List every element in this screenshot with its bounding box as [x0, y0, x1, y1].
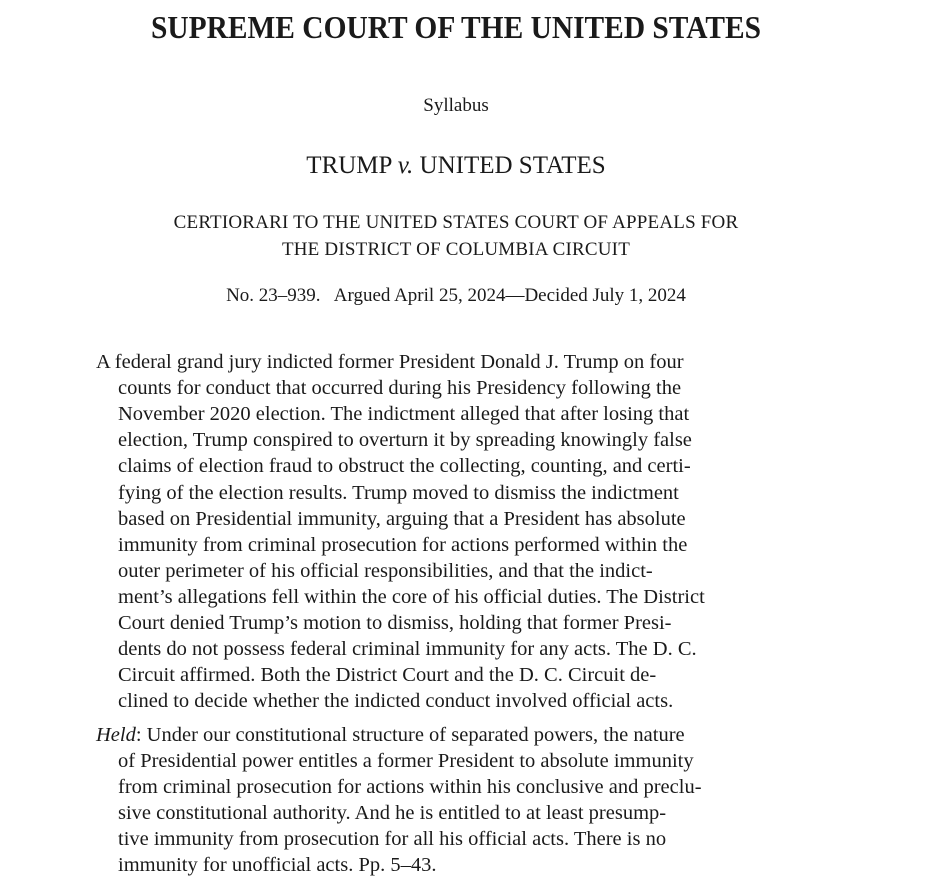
paragraph-1-line: counts for conduct that occurred during his Presidency following the [118, 377, 682, 399]
paragraph-1-line: dents do not possess federal criminal immunity for any acts. The D. C. [118, 638, 697, 660]
paragraph-1-line: ment’s allegations fell within the core of his official duties. The District [118, 586, 705, 608]
paragraph-1-line: clined to decide whether the indicted conduct involved official acts. [118, 690, 674, 712]
case-party-2: UNITED STATES [419, 152, 606, 179]
paragraph-1-line: Court denied Trump’s motion to dismiss, holding that former Presi- [118, 612, 672, 634]
paragraph-2-line: of Presidential power entitles a former President to absolute immunity [118, 750, 694, 772]
paragraph-1-line: election, Trump conspired to overturn it by spreading knowingly false [118, 429, 692, 451]
held-label: Held [96, 724, 136, 746]
court-title: SUPREME COURT OF THE UNITED STATES [151, 9, 761, 45]
docket-line: No. 23–939. Argued April 25, 2024—Decided July 1, 2024 [226, 285, 686, 306]
paragraph-2-line: immunity for unofficial acts. Pp. 5–43. [118, 854, 437, 876]
paragraph-1-line: immunity from criminal prosecution for actions performed within the [118, 534, 688, 556]
paragraph-1-line: based on Presidential immunity, arguing that a President has absolute [118, 508, 686, 530]
case-party-1: TRUMP [306, 152, 392, 179]
held-text: : Under our constitutional structure of separated powers, the nature [135, 724, 685, 746]
certiorari-line-2: THE DISTRICT OF COLUMBIA CIRCUIT [281, 239, 631, 260]
certiorari-heading [0, 209, 912, 263]
paragraph-1-line: outer perimeter of his official responsibilities, and that the indict- [118, 560, 653, 582]
paragraph-2-line: sive constitutional authority. And he is entitled to at least presump- [118, 802, 667, 824]
paragraph-1-line: fying of the election results. Trump moved to dismiss the indictment [118, 482, 679, 504]
paragraph-2-line: tive immunity from prosecution for all his official acts. There is no [118, 828, 667, 850]
held-line [96, 722, 685, 748]
paragraph-2-line: from criminal prosecution for actions within his conclusive and preclu- [118, 776, 702, 798]
paragraph-1-line: November 2020 election. The indictment alleged that after losing that [118, 403, 690, 425]
paragraph-1-line: Circuit affirmed. Both the District Court and the D. C. Circuit de- [118, 664, 657, 686]
paragraph-1-line: claims of election fraud to obstruct the collecting, counting, and certi- [118, 455, 691, 477]
case-versus: v. [397, 152, 414, 179]
section-heading: Syllabus [423, 95, 489, 116]
case-name [0, 152, 912, 180]
certiorari-line-1: CERTIORARI TO THE UNITED STATES COURT OF APPEALS FOR [173, 212, 739, 233]
paragraph-1-line: A federal grand jury indicted former President Donald J. Trump on four [96, 351, 684, 373]
